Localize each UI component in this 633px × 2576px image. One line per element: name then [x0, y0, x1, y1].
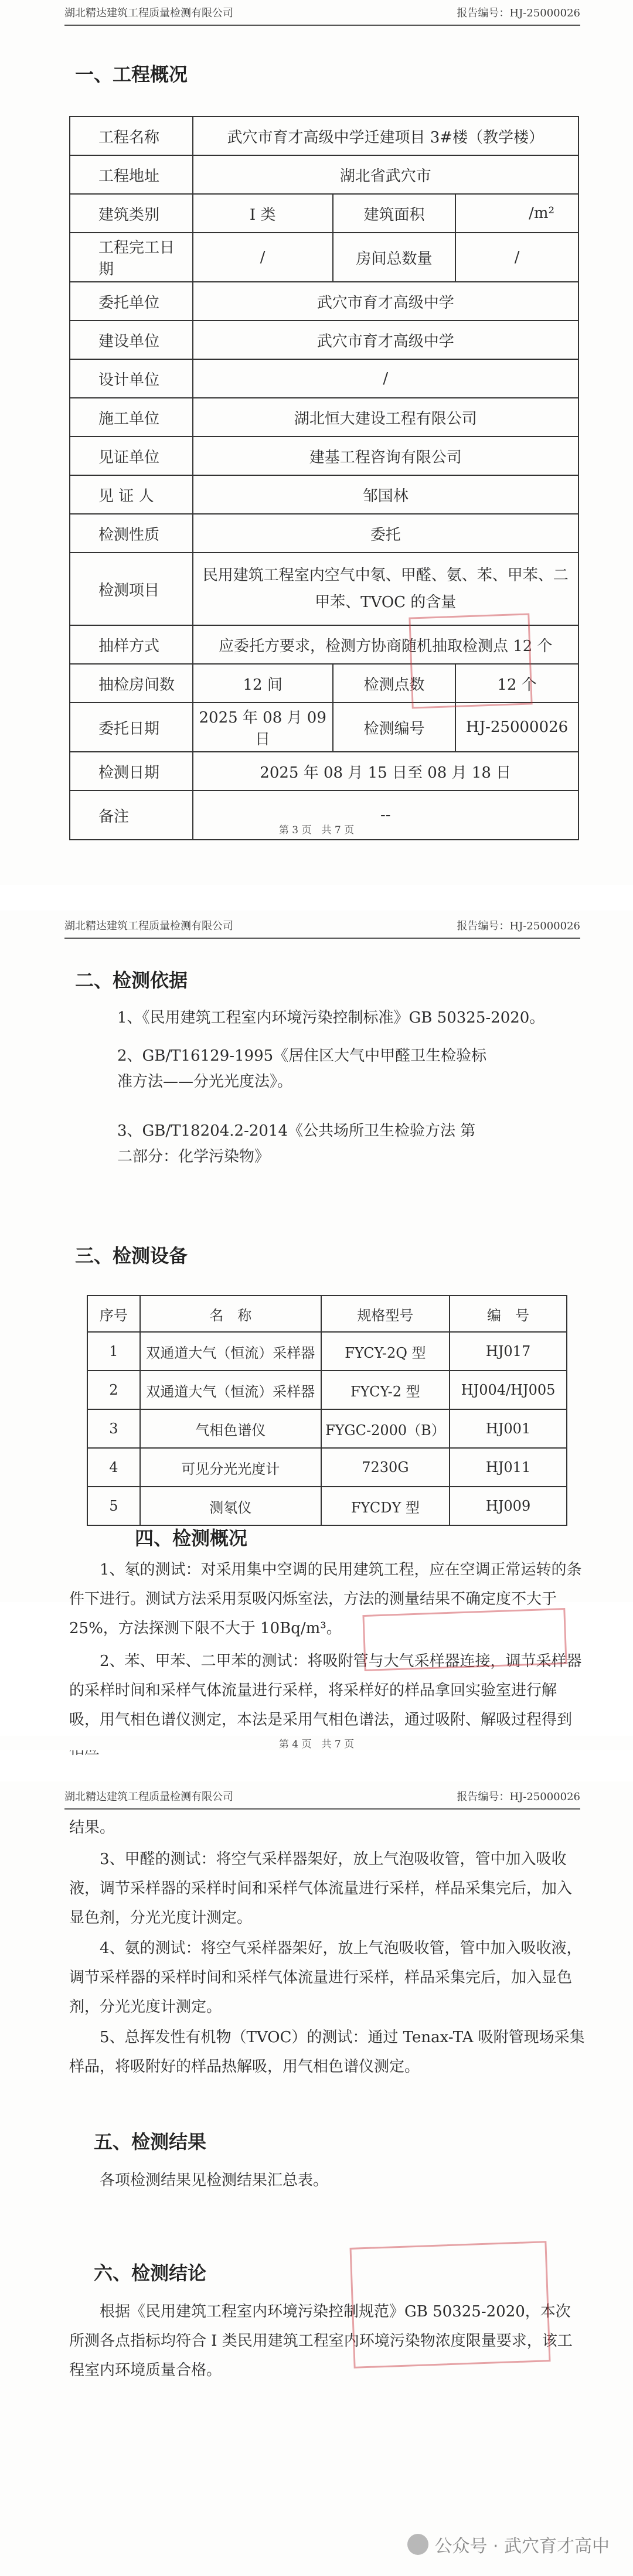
cell: FYGC-2000（B） — [321, 1409, 450, 1448]
row-value-2: HJ-25000026 — [455, 703, 578, 752]
cell: 气相色谱仪 — [140, 1409, 321, 1448]
cell: FYCY-2 型 — [321, 1371, 450, 1409]
cell: 2 — [87, 1371, 140, 1409]
conclusion-text: 根据《民用建筑工程室内环境污染控制规范》GB 50325-2020，本次所测各点指标均符合 I 类民用建筑工程室内环境污染物浓度限量要求，该工程室内环境质量合格。 — [69, 2303, 573, 2379]
row-value: 湖北省武穴市 — [193, 155, 579, 194]
row-value: 邹国林 — [193, 475, 579, 514]
table-row — [87, 1409, 567, 1448]
row-label: 建筑类别 — [70, 194, 193, 233]
result-text: 各项检测结果见检测结果汇总表。 — [100, 2172, 329, 2189]
section-title-equipment: 三、检测设备 — [75, 1245, 188, 1267]
row-label: 抽检房间数 — [70, 664, 193, 703]
row-value: / — [193, 233, 333, 282]
cell: 双通道大气（恒流）采样器 — [140, 1371, 321, 1409]
cell: 7230G — [321, 1448, 450, 1487]
row-value: / — [193, 359, 579, 398]
table-row — [70, 475, 578, 514]
cell: HJ004/HJ005 — [450, 1371, 567, 1409]
table-row — [87, 1332, 567, 1371]
row-label-2: 房间总数量 — [333, 233, 455, 282]
inspection-seal-stamp — [409, 613, 532, 708]
table-row — [70, 514, 578, 553]
cell: 3 — [87, 1409, 140, 1448]
company-name: 湖北精达建筑工程质量检测有限公司 — [64, 1791, 233, 1803]
paragraph-radon: 1、氡的测试：对采用集中空调的民用建筑工程，应在空调正常运转的条件下进行。测试方法采用泵吸闪烁室法，方法的测量结果不确定度不大于 25%，方法探测下限不大于 10Bq/m³。 — [69, 1561, 582, 1637]
basis-item: 1、《民用建筑工程室内环境污染控制标准》GB 50325-2020。 — [117, 1009, 545, 1027]
row-value-2: / — [455, 233, 578, 282]
row-label: 设计单位 — [70, 359, 193, 398]
project-overview-table — [69, 116, 579, 840]
basis-item: 3、GB/T18204.2-2014《公共场所卫生检验方法 第二部分：化学污染物》 — [117, 1122, 476, 1166]
paragraph-formaldehyde: 3、甲醛的测试：将空气采样器架好，放上气泡吸收管，管中加入吸收液，调节采样器的采样时间和采样气体流量进行采样，样品采集完后，加入显色剂，分光光度计测定。 — [69, 1851, 573, 1927]
cell: 双通道大气（恒流）采样器 — [140, 1332, 321, 1371]
table-row — [87, 1448, 567, 1487]
table-row — [70, 752, 578, 790]
cell: 5 — [87, 1487, 140, 1525]
row-value-2: /m² — [455, 194, 578, 233]
row-label: 工程地址 — [70, 155, 193, 194]
section-title-conclusion: 六、检测结论 — [94, 2262, 207, 2284]
row-label-2: 建筑面积 — [333, 194, 455, 233]
paragraph-ammonia: 4、氨的测试：将空气采样器架好，放上气泡吸收管，管中加入吸收液，调节采样器的采样时间和采样气体流量进行采样，样品采集完后，加入显色剂，分光光度计测定。 — [69, 1940, 582, 2016]
page-gap — [0, 885, 633, 911]
basis-item: 2、GB/T16129-1995《居住区大气中甲醛卫生检验标准方法——分光光度法》。 — [117, 1047, 487, 1091]
page-gap — [0, 1764, 633, 1781]
page-number: 第 3 页 共 7 页 — [278, 824, 355, 836]
account-icon — [407, 2534, 428, 2555]
inspection-seal-stamp — [350, 2241, 551, 2369]
row-label: 工程完工日期 — [70, 233, 193, 282]
row-value: 武穴市育才高级中学迁建项目 3#楼（教学楼） — [193, 117, 579, 155]
cell: HJ001 — [450, 1409, 567, 1448]
row-value: 2025 年 08 月 15 日至 08 月 18 日 — [193, 752, 579, 790]
table-row — [70, 359, 578, 398]
equipment-table — [87, 1295, 567, 1526]
row-label: 见证单位 — [70, 437, 193, 475]
table-row — [70, 233, 578, 282]
table-row — [87, 1371, 567, 1409]
row-value: -- — [193, 790, 579, 840]
page-number: 第 4 页 共 7 页 — [0, 1736, 633, 1750]
row-value: 武穴市育才高级中学 — [193, 282, 579, 321]
row-value: 应委托方要求，检测方协商随机抽取检测点 12 个 — [193, 625, 579, 664]
inspection-seal-stamp — [362, 1608, 567, 1671]
row-value: 2025 年 08 月 09 日 — [193, 703, 333, 752]
col-header: 规格型号 — [321, 1296, 450, 1332]
section-title-overview-test: 四、检测概况 — [135, 1527, 248, 1549]
cell: HJ011 — [450, 1448, 567, 1487]
paragraph-continued: 结果。 — [69, 1819, 115, 1836]
report-page-3 — [0, 0, 633, 885]
table-row — [70, 437, 578, 475]
table-row — [87, 1487, 567, 1525]
row-label: 建设单位 — [70, 321, 193, 359]
page-header — [64, 1, 580, 26]
paragraph-benzene: 2、苯、甲苯、二甲苯的测试：将吸附管与大气采样器连接，调节采样器的采样时间和采样气体流量进行采样，将采样好的样品拿回实验室进行解吸，用气相色谱仪测定，本法是采用气相色谱法，通过吸附、解吸过程得到 — [69, 1652, 582, 1729]
table-row — [70, 194, 578, 233]
table-row — [70, 398, 578, 437]
row-value: 委托 — [193, 514, 579, 553]
report-number: 报告编号：HJ-25000026 — [457, 1791, 580, 1803]
table-row — [70, 282, 578, 321]
row-value: 建基工程咨询有限公司 — [193, 437, 579, 475]
section-title-result: 五、检测结果 — [94, 2131, 207, 2153]
table-row — [70, 155, 578, 194]
cell: 测氡仪 — [140, 1487, 321, 1525]
cell: FYCDY 型 — [321, 1487, 450, 1525]
row-label: 委托单位 — [70, 282, 193, 321]
row-value-2: 12 个 — [455, 664, 578, 703]
col-header: 名 称 — [140, 1296, 321, 1332]
cell: 4 — [87, 1448, 140, 1487]
table-row — [70, 703, 578, 752]
row-label: 见 证 人 — [70, 475, 193, 514]
table-row — [70, 117, 578, 155]
row-label: 检测项目 — [70, 553, 193, 625]
row-value: 湖北恒大建设工程有限公司 — [193, 398, 579, 437]
row-value: 12 间 — [193, 664, 333, 703]
row-label: 备注 — [70, 790, 193, 840]
section-title-basis: 二、检测依据 — [75, 969, 188, 991]
row-label: 施工单位 — [70, 398, 193, 437]
report-number: 报告编号：HJ-25000026 — [457, 920, 580, 932]
row-label: 检测性质 — [70, 514, 193, 553]
company-name: 湖北精达建筑工程质量检测有限公司 — [64, 920, 233, 932]
company-name: 湖北精达建筑工程质量检测有限公司 — [64, 7, 233, 19]
watermark — [407, 2531, 610, 2557]
cell: HJ009 — [450, 1487, 567, 1525]
table-header-row — [87, 1296, 567, 1332]
col-header: 编 号 — [450, 1296, 567, 1332]
row-label-2: 检测点数 — [333, 664, 455, 703]
section-title-overview: 一、工程概况 — [75, 63, 188, 86]
row-label: 抽样方式 — [70, 625, 193, 664]
paragraph-tvoc: 5、总挥发性有机物（TVOC）的测试：通过 Tenax-TA 吸附管现场采集样品，将吸附好的样品热解吸，用气相色谱仪测定。 — [69, 2029, 585, 2076]
row-value: I 类 — [193, 194, 333, 233]
watermark-text: 公众号 · 武穴育才高中 — [434, 2536, 610, 2557]
row-label: 委托日期 — [70, 703, 193, 752]
report-number: 报告编号：HJ-25000026 — [457, 7, 580, 19]
cell: 1 — [87, 1332, 140, 1371]
cell: FYCY-2Q 型 — [321, 1332, 450, 1371]
page-header — [64, 1785, 580, 1810]
col-header: 序号 — [87, 1296, 140, 1332]
row-label: 工程名称 — [70, 117, 193, 155]
row-value: 武穴市育才高级中学 — [193, 321, 579, 359]
page-header — [64, 914, 580, 939]
row-label: 检测日期 — [70, 752, 193, 790]
row-value: 民用建筑工程室内空气中氡、甲醛、氨、苯、甲苯、二甲苯、TVOC 的含量 — [193, 553, 579, 625]
table-row — [70, 321, 578, 359]
cell: HJ017 — [450, 1332, 567, 1371]
cell: 可见分光光度计 — [140, 1448, 321, 1487]
row-label-2: 检测编号 — [333, 703, 455, 752]
